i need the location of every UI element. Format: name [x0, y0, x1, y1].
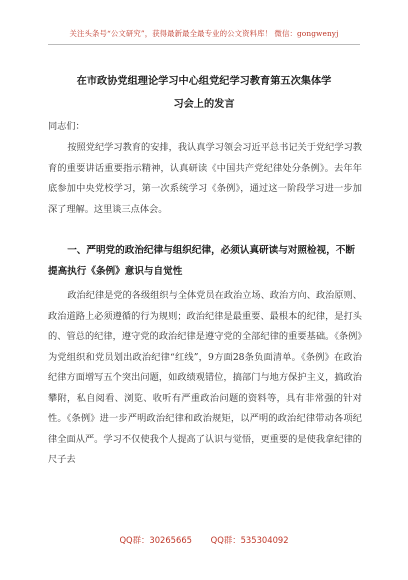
- footer-qq-group-2: QQ群：535304092: [210, 535, 289, 545]
- paragraph-political-discipline: 政治纪律是党的各级组织与全体党员在政治立场、政治方向、政治原则、政治道路上必须遵循的行为规则；政治纪律是最重要、最根本的纪律，是打头的、管总的纪律，遵守党的政治纪律是遵守党的全部纪律的重要基础。《条例》为党组织和党员划出政治纪律“红线”，9方面28条负面清单。《条例》在政治纪律方面增写五个突出问题，如政绩观错位，搞部门与地方保护主义，搞政治攀附，私自阅看、浏览、收听有严重政治问题的资料等，具有非常强的针对性。《条例》进一步严明政治纪律和政治规矩，以严明的政治纪律带动各项纪律全面从严。学习不仅使我个人提高了认识与觉悟，更重要的是使我拿纪律的尺子去: [48, 290, 362, 465]
- section-heading-1: 一、严明党的政治纪律与组织纪律，必须认真研读与对照检视，不断提高执行《条例》意识与自觉性: [48, 245, 355, 277]
- title-line-2: 习会上的发言: [173, 98, 235, 110]
- footer-qq-group-1: QQ群：30265665: [119, 535, 192, 545]
- footer-contacts: [0, 534, 408, 546]
- banner-divider: [48, 44, 360, 45]
- document-title: [48, 70, 360, 116]
- paragraph-intro: 按照党纪学习教育的安排，我认真学习领会习近平总书记关于党纪学习教育的重要讲话重要指示精神，认真研读《中国共产党纪律处分条例》。去年年底参加中央党校学习，第一次系统学习《条例》，通过这一阶段学习进一步加深了理解。这里谈三点体会。: [48, 142, 362, 215]
- top-banner: 关注头条号“公文研究”，获得最新最全最专业的公文资料库！ 微信：gongwenyj: [69, 29, 339, 38]
- greeting: 同志们：: [48, 121, 85, 132]
- title-line-1: 在市政协党组理论学习中心组党纪学习教育第五次集体学: [76, 75, 332, 87]
